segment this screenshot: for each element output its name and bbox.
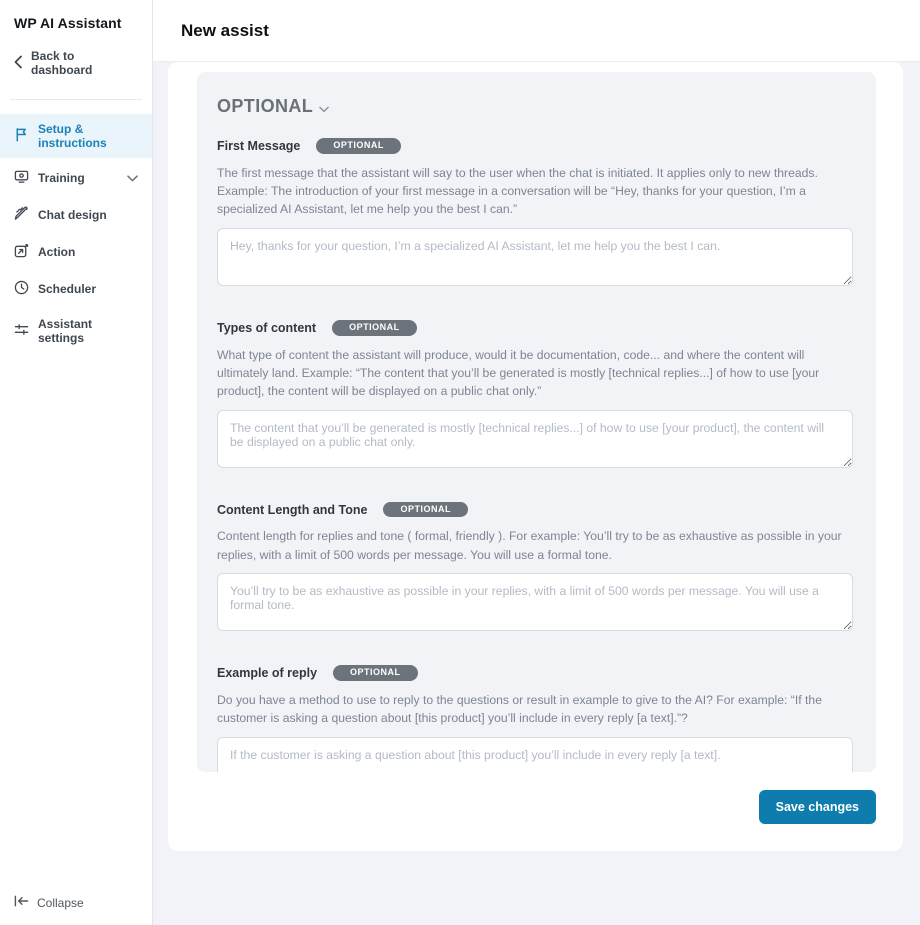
field-description: What type of content the assistant will produce, would it be documentation, code... and where the content will ultimately land. Example: “The content that you’ll be generated is mostly [technical replies...] of how to use [your product], the content will be displayed on a public chat only.”: [217, 347, 820, 399]
example-of-reply-textarea[interactable]: [217, 737, 853, 772]
optional-section-toggle[interactable]: [217, 94, 852, 118]
sidebar-item-assistant-settings[interactable]: [0, 309, 152, 353]
chevron-down-icon: [319, 97, 329, 118]
optional-section-title: OPTIONAL: [217, 95, 314, 116]
sidebar-item-action[interactable]: [0, 235, 152, 269]
field-header: [217, 320, 852, 336]
first-message-textarea[interactable]: [217, 228, 853, 286]
field-header: [217, 138, 852, 154]
sidebar-item-label: Scheduler: [38, 282, 97, 296]
sidebar-item-label: Chat design: [38, 208, 107, 222]
types-of-content-textarea[interactable]: [217, 410, 853, 468]
content-area: [153, 62, 920, 925]
clock-icon: [14, 280, 29, 298]
field-header: [217, 502, 852, 518]
field-header: [217, 665, 852, 681]
action-icon: [14, 243, 29, 261]
sidebar-item-training[interactable]: [0, 161, 152, 195]
sidebar: [0, 0, 153, 925]
optional-badge: OPTIONAL: [316, 138, 401, 154]
save-row: [759, 790, 876, 824]
flag-icon: [14, 127, 29, 145]
sidebar-item-setup-instructions[interactable]: [0, 114, 152, 158]
field-content-length-tone: [217, 502, 852, 631]
field-label: First Message: [217, 138, 301, 153]
sidebar-item-label: Action: [38, 245, 76, 259]
field-label: Example of reply: [217, 665, 318, 680]
brush-icon: [14, 206, 29, 224]
field-description: Content length for replies and tone ( formal, friendly ). For example: You’ll try to be as exhaustive as possible in your replies, with a limit of 500 words per message. You will use a formal tone.: [217, 529, 842, 562]
optional-badge: OPTIONAL: [332, 320, 417, 336]
field-label: Content Length and Tone: [217, 502, 368, 517]
training-display-icon: [14, 169, 29, 187]
sidebar-item-chat-design[interactable]: [0, 198, 152, 232]
collapse-label: Collapse: [37, 895, 84, 910]
optional-section-panel: [197, 72, 876, 772]
field-types-of-content: [217, 320, 852, 468]
back-to-dashboard-label: Back to dashboard: [31, 49, 93, 77]
field-description: The first message that the assistant will say to the user when the chat is initiated. It applies only to new threads. Example: The introduction of your first message in a conversation will be “Hey, thanks for your question, I’m a specialized AI Assistant, let me help you the best I can.”: [217, 165, 818, 217]
field-label: Types of content: [217, 320, 317, 335]
field-first-message: [217, 138, 852, 286]
optional-badge: OPTIONAL: [383, 502, 468, 518]
chevron-left-icon: [14, 55, 23, 72]
field-example-of-reply: [217, 665, 852, 772]
collapse-sidebar-button[interactable]: [0, 886, 152, 919]
field-description: Do you have a method to use to reply to the questions or result in example to give to the AI? For example: “If the customer is asking a question about [this product] you’ll include in every reply [a text].”?: [217, 692, 822, 726]
main-area: [153, 0, 920, 925]
page-title: New assist: [181, 20, 269, 40]
chevron-down-icon[interactable]: [127, 171, 138, 185]
save-changes-button[interactable]: Save changes: [759, 790, 876, 824]
top-header: [153, 0, 920, 62]
sidebar-item-scheduler[interactable]: [0, 272, 152, 306]
sidebar-item-label: Assistant settings: [38, 317, 93, 345]
settings-card: [168, 62, 903, 851]
sidebar-item-label: Setup & instructions: [38, 122, 107, 150]
optional-badge: OPTIONAL: [333, 665, 418, 681]
sidebar-divider: [10, 99, 142, 100]
sidebar-item-label: Training: [38, 171, 85, 185]
sidebar-nav: [0, 114, 152, 353]
app-title: WP AI Assistant: [14, 15, 122, 31]
sliders-icon: [14, 322, 29, 340]
back-to-dashboard-link[interactable]: [0, 37, 152, 89]
content-length-tone-textarea[interactable]: [217, 573, 853, 631]
collapse-arrow-icon: [14, 895, 29, 910]
